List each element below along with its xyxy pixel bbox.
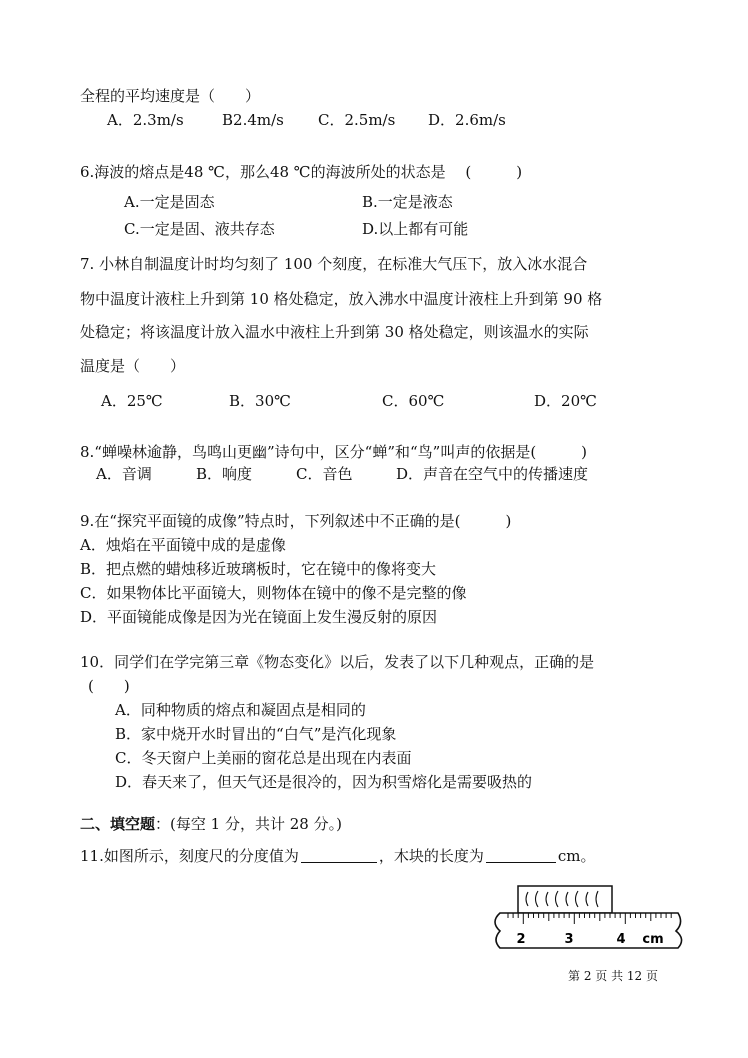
q10-answer-paren: ( ) — [88, 677, 130, 695]
ruler-label-4: 4 — [616, 932, 626, 947]
q5-option-d: D．2.6m/s — [428, 111, 506, 129]
wooden-block — [518, 886, 612, 913]
q9-option-b: B．把点燃的蜡烛移近玻璃板时，它在镜中的像将变大 — [80, 560, 437, 578]
q10-option-d: D．春天来了，但天气还是很冷的，因为积雪熔化是需要吸热的 — [115, 773, 533, 791]
q6-option-b: B.一定是液态 — [362, 193, 453, 211]
q7-option-c: C．60℃ — [382, 392, 445, 410]
q7-option-d: D．20℃ — [534, 392, 597, 410]
answer-blank-2[interactable] — [486, 848, 556, 863]
q11-text-3: cm。 — [557, 847, 596, 865]
q9-option-c: C．如果物体比平面镜大，则物体在镜中的像不是完整的像 — [80, 584, 467, 602]
q7-line-4: 温度是（ ） — [80, 357, 186, 375]
q11-text-2: ，木块的长度为 — [378, 847, 484, 865]
section-heading — [80, 814, 342, 834]
q11-stem — [80, 846, 596, 866]
q8-option-c: C．音色 — [296, 465, 353, 483]
ruler-label-2: 2 — [516, 932, 526, 947]
q5-stem: 全程的平均速度是（ ） — [80, 87, 261, 105]
q7-line-3: 处稳定；将该温度计放入温水中液柱上升到第 30 格处稳定，则该温水的实际 — [80, 323, 589, 341]
q7-option-b: B．30℃ — [229, 392, 291, 410]
q5-option-a: A．2.3m/s — [107, 111, 184, 129]
q7-option-a: A．25℃ — [101, 392, 163, 410]
q5-option-b: B2.4m/s — [222, 111, 284, 129]
q8-option-b: B．响度 — [196, 465, 253, 483]
q8-option-d: D．声音在空气中的传播速度 — [396, 465, 589, 483]
q6-option-d: D.以上都有可能 — [362, 220, 469, 238]
q8-option-a: A．音调 — [96, 465, 152, 483]
section-note: ：(每空 1 分，共计 28 分。) — [155, 815, 342, 833]
q9-option-d: D．平面镜能成像是因为光在镜面上发生漫反射的原因 — [80, 608, 438, 626]
ruler-figure — [488, 880, 688, 960]
q6-option-a: A.一定是固态 — [124, 193, 215, 211]
answer-blank-1[interactable] — [301, 848, 377, 863]
q7-line-2: 物中温度计液柱上升到第 10 格处稳定，放入沸水中温度计液柱上升到第 90 格 — [80, 290, 603, 308]
q7-line-1: 7. 小林自制温度计时均匀刻了 100 个刻度，在标准大气压下，放入冰水混合 — [80, 255, 588, 273]
q6-stem: 6.海波的熔点是48 ℃，那么48 ℃的海波所处的状态是 ( ) — [80, 163, 523, 181]
q10-option-c: C．冬天窗户上美丽的窗花总是出现在内表面 — [115, 749, 412, 767]
q9-stem: 9.在“探究平面镜的成像”特点时，下列叙述中不正确的是( ) — [80, 512, 512, 530]
q11-text-1: 11.如图所示，刻度尺的分度值为 — [80, 847, 299, 865]
q5-option-c: C．2.5m/s — [318, 111, 396, 129]
q8-stem: 8.“蝉噪林逾静，鸟鸣山更幽”诗句中，区分“蝉”和“鸟”叫声的依据是( ) — [80, 443, 588, 461]
q10-option-b: B．家中烧开水时冒出的“白气”是汽化现象 — [115, 725, 397, 743]
q6-option-c: C.一定是固、液共存态 — [124, 220, 275, 238]
ruler-unit-label: cm — [642, 932, 664, 947]
q10-option-a: A．同种物质的熔点和凝固点是相同的 — [115, 701, 366, 719]
q10-stem: 10．同学们在学完第三章《物态变化》以后，发表了以下几种观点，正确的是 — [80, 653, 595, 671]
page-number: 第 2 页 共 12 页 — [568, 969, 658, 983]
ruler-label-3: 3 — [564, 932, 574, 947]
section-title: 二、填空题 — [80, 815, 156, 833]
q9-option-a: A．烛焰在平面镜中成的是虚像 — [80, 536, 286, 554]
